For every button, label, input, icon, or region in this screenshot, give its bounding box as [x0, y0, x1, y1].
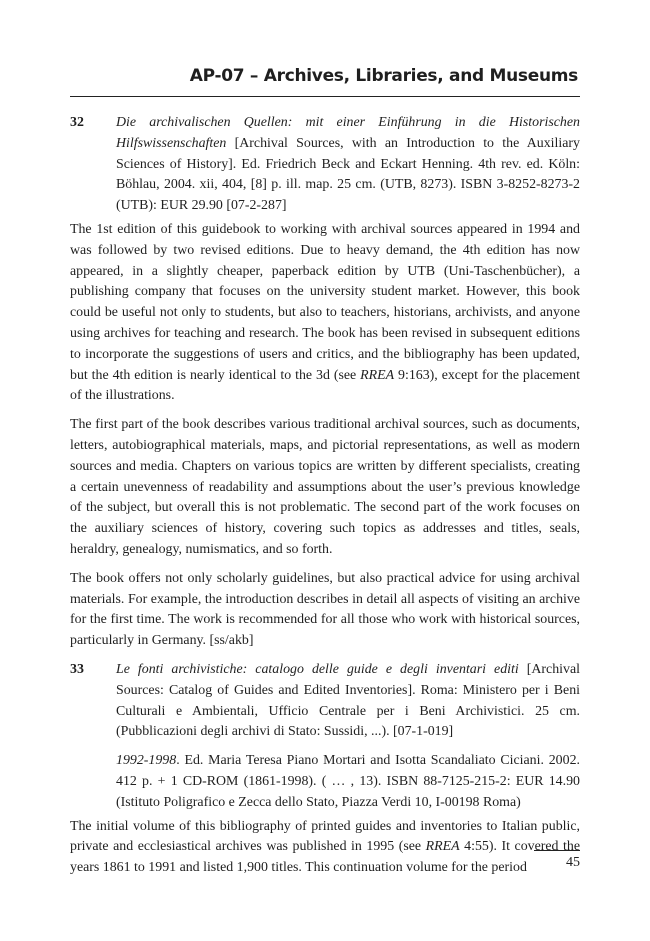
entry-main-citation	[116, 660, 580, 743]
subentry-title: 1992-1998	[116, 753, 177, 769]
review-text: 9:163), except for the placement of the illustrations.	[70, 367, 580, 404]
review-paragraph: The first part of the book describes various traditional archival sources, such as documents, letters, autobiographical materials, maps, and pictorial representations, as well as modern sources and media. Chapters on various topics are written by different specialists, creating a certain unevenness of readability and assumptions about the user’s previous knowledge of the subject, but overall this is not problematic. The second part of the work focuses on the auxiliary sciences of history, covering such topics as addresses and titles, seals, heraldry, genealogy, numismatics, and so forth.	[70, 417, 580, 557]
entry-title: Die archivalischen Quellen: mit einer Einführung in die Historischen Hilfswissenschaften	[116, 115, 580, 151]
review-text: The 1st edition of this guidebook to working with archival sources appeared in 1994 and was followed by two revised editions. Due to heavy demand, the 4th edition has now appeared, in a slightly cheaper, paperback edition by UTB (Uni-Taschenbücher), a publishing company that focuses on the university student market. However, this book could be useful not only to students, but also to teachers, historians, archivists, and anyone using archives for teaching and research. The book has been revised in subsequent editions to incorporate the suggestions of users and critics, and the bibliography has been updated, but the 4th edition is nearly identical to the 3d (see	[70, 221, 580, 383]
footer-rule	[534, 850, 580, 851]
entry-subentry	[116, 751, 580, 813]
page-content	[70, 113, 580, 887]
review-paragraph	[70, 817, 580, 879]
subentry-text: . Ed. Maria Teresa Piano Mortari and Isotta Scandaliato Ciciani. 2002. 412 p. + 1 CD-ROM (1861-1998). ( … , 13). ISBN 88-7125-215-2: EUR 14.90 (Istituto Poligrafico e Zecca dello Stato, Piazza Verdi 10, I-00198 Roma)	[116, 753, 580, 810]
page-number: 45	[566, 855, 580, 870]
review-paragraph: The book offers not only scholarly guidelines, but also practical advice for using archival materials. For example, the introduction describes in detail all aspects of visiting an archive for the first time. The work is recommended for all those who work with historical sources, particularly in Germany. [ss/akb]	[70, 570, 580, 649]
running-header: AP-07 – Archives, Libraries, and Museums	[189, 66, 578, 86]
rrea-reference: RREA	[360, 367, 395, 383]
entry-citation-text: [Archival Sources, with an Introduction to the Auxiliary Sciences of History]. Ed. Friedrich Beck and Eckart Henning. 4th rev. ed. Köln: Böhlau, 2004. xii, 404, [8] p. ill. map. 25 cm. (UTB, 8273). ISBN 3-8252-8273-2 (UTB): EUR 29.90 [07-2-287]	[116, 135, 580, 214]
entry-number: 32	[70, 115, 84, 130]
entry-citation-text: [Archival Sources: Catalog of Guides and Edited Inventories]. Roma: Ministero per i Beni Culturali e Ambientali, Ufficio Centrale per i Beni Archivistici. 25 cm. (Pubblicazioni degli archivi di Stato: Sussidi, ...). [07-1-019]	[116, 661, 580, 740]
entry-citation	[116, 660, 580, 814]
entry-32	[70, 113, 580, 217]
header-rule	[70, 96, 580, 97]
review-text: 4:55). It covered the years 1861 to 1991 and listed 1,900 titles. This continuation volume for the period	[70, 839, 580, 876]
entry-33	[70, 660, 580, 814]
review-text: The initial volume of this bibliography of printed guides and inventories to Italian public, private and ecclesiastical archives was published in 1995 (see	[70, 818, 580, 855]
entry-title: Le fonti archivistiche: catalogo delle guide e degli inventari editi	[116, 661, 519, 677]
entry-citation	[116, 113, 580, 217]
review-paragraph	[70, 220, 580, 407]
entry-number: 33	[70, 661, 84, 677]
rrea-reference: RREA	[425, 839, 460, 855]
